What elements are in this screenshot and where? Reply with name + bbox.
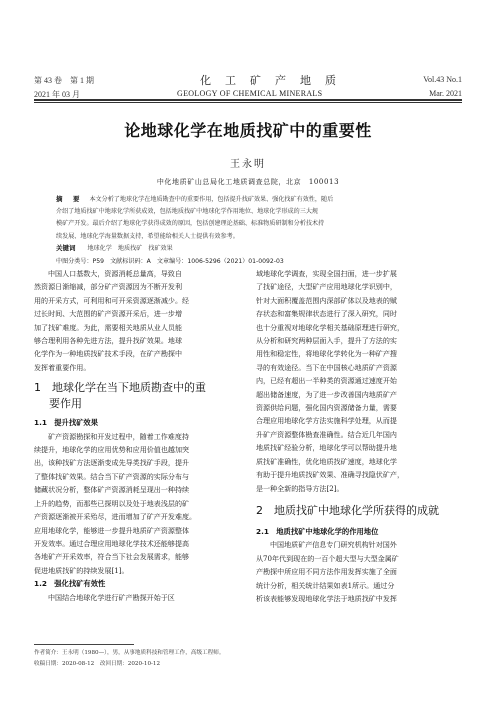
footnote	[34, 648, 454, 670]
journal-title-cn: 化工矿产地质	[200, 74, 350, 87]
abstract-line-3: 模矿产开发。最后介绍了地球化学获得成效的原因，包括创建理论基础、标准物质研制和分析技术持	[56, 220, 325, 228]
text-line: 过长时间、大范围的矿产资源开采后，进一步增	[34, 309, 182, 319]
author-affiliation: 中化地质矿山总局化工地质调查总院，北京 100013	[156, 178, 340, 186]
text-line: 超出储备速度，为了进一步改善国内地质矿产	[256, 389, 397, 399]
header-date-en: Mar. 2021	[429, 89, 462, 98]
footnote-rule	[34, 644, 134, 645]
text-line: 各地矿产开采效率，符合当下社会发展需求，能够	[34, 552, 190, 562]
footnote-dates: 收稿日期：2020-08-12 改回日期：2020-10-12	[34, 661, 161, 667]
text-line: 化学作为一种地质找矿技术手段，在矿产勘探中	[34, 349, 182, 359]
journal-title-en: GEOLOGY OF CHEMICAL MINERALS	[177, 89, 323, 98]
text-line: 用的开采方式，可利用和可开采资源逐渐减少。经	[34, 295, 190, 305]
keywords-label: 关键词	[56, 244, 76, 252]
left-column	[34, 267, 234, 604]
text-line: 统计分析，相关统计结果如表1所示。通过分	[256, 580, 395, 590]
subsection-2-1-text	[256, 538, 456, 605]
header-vol-en: Vol.43 No.1	[423, 75, 462, 84]
text-line: 出，该种找矿方法逐渐变成先导类找矿手段，提升	[34, 458, 190, 468]
abstract-line-1: 本文分析了地球化学在地质勘查中的重要作用，包括提升找矿效果、强化找矿有效性，随后	[89, 196, 334, 203]
text-line: 内，已经有超出一半种类的资源通过速度开始	[256, 376, 397, 386]
text-line: 产资源逐渐被开采殆尽，进而增加了矿产开发难度。	[34, 512, 197, 522]
text-line: 产勘探中所应用不同方法作用发挥实施了全面	[256, 567, 397, 577]
subsection-1-1-heading: 1.1 提升找矿效果	[34, 418, 99, 428]
classification-line: 中图分类号：P59 文献标识码：A 文章编号：1006-5296（2021）01-0092-03	[56, 258, 284, 265]
text-line: 升矿产资源整体勘查准确性。结合近几年国内	[256, 429, 397, 439]
text-line: 域地球化学调查，实现全国扫面，进一步扩展	[256, 269, 397, 278]
right-column	[256, 267, 456, 605]
text-line: 了找矿途径，大型矿产应用地球化学识别中，	[256, 282, 397, 292]
subsection-1-2-heading: 1.2 强化找矿有效性	[34, 579, 106, 589]
text-line: 是一种全新的指导方法[2]。	[256, 483, 344, 493]
abstract	[56, 193, 438, 243]
header-date: 2021 年 03 月	[34, 90, 80, 99]
section-2-heading: 2 地质找矿中地球化学所获得的成就	[256, 503, 439, 517]
section-1-heading-line-1: 1 地球化学在当下地质勘查中的重	[34, 381, 206, 395]
text-line: 加了找矿难度。为此，需要相关地质从业人员能	[34, 322, 182, 332]
text-line: 针对大面积覆盖范围内深部矿体以及地表的赋	[256, 295, 397, 305]
author-name: 王永明	[230, 159, 266, 170]
text-line: 合理应用地球化学方法实施科学处理，从而提	[256, 416, 397, 426]
subsection-2-1-heading: 2.1 地质找矿中地球化学的作用地位	[256, 526, 379, 536]
text-line: 地质找矿经验分析，地球化学可以帮助提升地	[256, 443, 397, 453]
text-line: 上升的趋势，而那些已探明以及处于地表浅层的矿	[34, 498, 190, 508]
text-line: 开发效率。通过合理应用地球化学技术还能够提高	[34, 538, 190, 548]
text-line: 从分析和研究两种层面入手，提升了方法的实	[256, 336, 397, 346]
text-line: 中国结合地球化学进行矿产勘探开始于区	[48, 592, 175, 602]
keywords-text: 地球化学 地质找矿 找矿效果	[87, 245, 173, 252]
text-line: 存状态和富集规律状态进行了深入研究，同时	[256, 309, 397, 319]
text-line: 发挥着重要作用。	[34, 362, 91, 372]
text-line: 促进地质找矿的持续发展[1]。	[34, 565, 129, 575]
text-line: 中国地质矿产信息专门研究机构针对国外	[270, 540, 397, 550]
text-line: 续提升，地球化学的应用优势和应用价值也越加突	[34, 445, 190, 455]
text-line: 从70年代到现在的一百个超大型与大型金属矿	[256, 553, 399, 563]
abstract-line-2: 介绍了地质找矿中地球化学所获成效，包括地质找矿中地球化学作用地位、地球化学形成的三大规	[56, 208, 319, 216]
subsection-1-1-text	[34, 430, 234, 577]
abstract-label: 摘 要	[56, 195, 82, 203]
section-1-heading	[34, 380, 234, 412]
text-line: 储藏状况分析，整体矿产资源消耗呈现出一种持续	[34, 485, 190, 495]
footnote-author: 作者简介：王永明（1980—），男，从事地质科技和管理工作，高级工程师。	[34, 650, 225, 656]
text-line: 寻的有效途径。当下在中国核心地质矿产资源	[256, 362, 397, 372]
article-title: 论地球化学在地质找矿中的重要性	[124, 121, 372, 140]
text-line: 析该表能够发现地球化学法于地质找矿中发挥	[256, 593, 397, 603]
right-paragraph	[256, 267, 456, 495]
subsection-1-2-text	[34, 591, 234, 604]
text-line: 质找矿准确性，优化地质找矿速度，地球化学	[256, 456, 397, 466]
text-line: 矿产资源勘探和开发过程中，随着工作难度持	[48, 431, 189, 441]
text-line: 然资源日渐缩减，部分矿产资源因为不断开发利	[34, 282, 182, 292]
section-1-heading-line-2: 要作用	[49, 397, 82, 411]
text-line: 了整体找矿效果。结合当下矿产资源的实际分布与	[34, 471, 190, 481]
abstract-line-4: 续发展、地球化学海量数据支持，希望能给相关人士提供有效参考。	[56, 232, 239, 240]
text-line: 中国人口基数大，资源消耗总量高，导致自	[48, 269, 182, 278]
intro-paragraph	[34, 267, 234, 374]
header-rule-thick	[34, 99, 462, 101]
text-line: 应用地球化学，能够进一步提升地质矿产资源整体	[34, 525, 190, 535]
header-volume: 第 43 卷 第 1 期	[34, 76, 94, 85]
text-line: 资源供给问题，强化国内资源储备力量，需要	[256, 403, 397, 413]
text-line: 有助于提升地质找矿效果、准确寻找隐伏矿产，	[256, 470, 404, 480]
header-rule-thin	[34, 102, 462, 103]
text-line: 够合理利用各种先进方法，提升找矿效果。地球	[34, 336, 182, 346]
text-line: 用性和稳定性，将地球化学转化为一种矿产搜	[256, 349, 397, 359]
text-line: 也十分重视对地球化学相关基础原理进行研究，	[256, 322, 404, 332]
keywords	[56, 243, 173, 252]
